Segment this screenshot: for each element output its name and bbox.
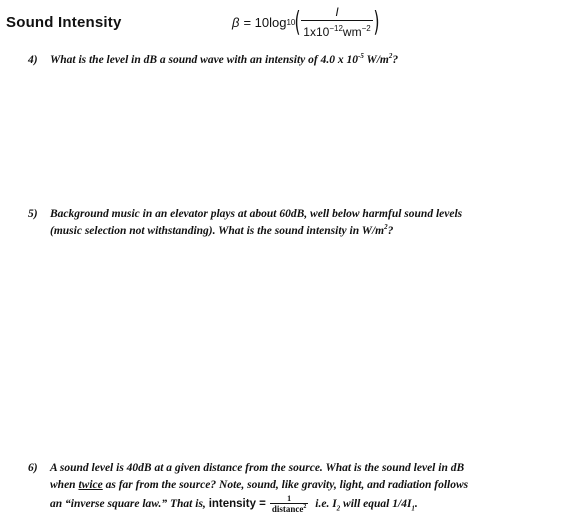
q6-text-a: when xyxy=(50,479,79,491)
fraction-denominator-text: distance xyxy=(271,504,304,514)
q6-intensity-formula: intensity = xyxy=(208,498,266,511)
inverse-square-fraction xyxy=(270,494,309,515)
q6-line-2 xyxy=(50,477,468,494)
question-text xyxy=(50,460,468,515)
formula-open-paren: ( xyxy=(294,5,301,38)
fraction-numerator: 1 xyxy=(287,494,292,503)
question-text xyxy=(50,52,398,69)
formula-beta: β xyxy=(232,14,240,30)
formula-denominator xyxy=(301,20,372,39)
q6-text-b: as far from the source? Note, sound, like gravity, light, and radiation follows xyxy=(102,479,469,491)
q4-text-c: ? xyxy=(392,54,399,66)
q4-exp: -5 xyxy=(357,52,364,61)
question-number: 5) xyxy=(28,208,38,220)
q4-exp2: 2 xyxy=(388,52,393,61)
q6-text-e: will equal 1/4I xyxy=(340,498,412,511)
q5-exp: 2 xyxy=(384,223,388,232)
denominator-unit: wm xyxy=(342,24,362,39)
denominator-base: 1x10 xyxy=(303,24,330,39)
q4-text-b: W/m xyxy=(363,54,389,66)
page-title: Sound Intensity xyxy=(6,14,122,31)
denominator-unit-exp: −2 xyxy=(361,23,371,33)
q5-line-2 xyxy=(50,223,462,240)
decibel-formula xyxy=(232,4,379,40)
q6-line-3 xyxy=(50,494,468,515)
question-number: 6) xyxy=(28,462,38,474)
q6-underlined-word: twice xyxy=(78,479,103,491)
q5-text-a: (music selection not withstanding). What is the sound intensity in W/m xyxy=(50,225,385,237)
q6-line-1: A sound level is 40dB at a given distance from the source. What is the sound level in dB xyxy=(50,462,465,474)
fraction-denominator-exp: 2 xyxy=(303,504,307,510)
formula-fraction xyxy=(301,6,372,39)
formula-close-paren: ) xyxy=(373,5,380,38)
formula-log-base: 10 xyxy=(286,17,296,27)
q6-text-c: an “inverse square law.” That is, xyxy=(50,498,209,511)
question-text xyxy=(50,206,462,240)
question-number: 4) xyxy=(28,54,38,66)
formula-log: = 10log xyxy=(243,14,287,30)
q4-text-a: What is the level in dB a sound wave with an intensity of 4.0 x 10 xyxy=(50,54,358,66)
q6-sub-1: 1 xyxy=(411,504,415,513)
q5-line-1: Background music in an elevator plays at about 60dB, well below harmful sound levels xyxy=(50,208,463,220)
q6-text-f: . xyxy=(414,498,418,511)
fraction-denominator xyxy=(270,503,309,515)
formula-numerator: I xyxy=(335,4,339,19)
denominator-exp: −12 xyxy=(329,23,343,33)
q5-text-b: ? xyxy=(387,225,394,237)
q6-text-d: i.e. I xyxy=(312,498,337,511)
q6-sub-2: 2 xyxy=(336,504,341,513)
